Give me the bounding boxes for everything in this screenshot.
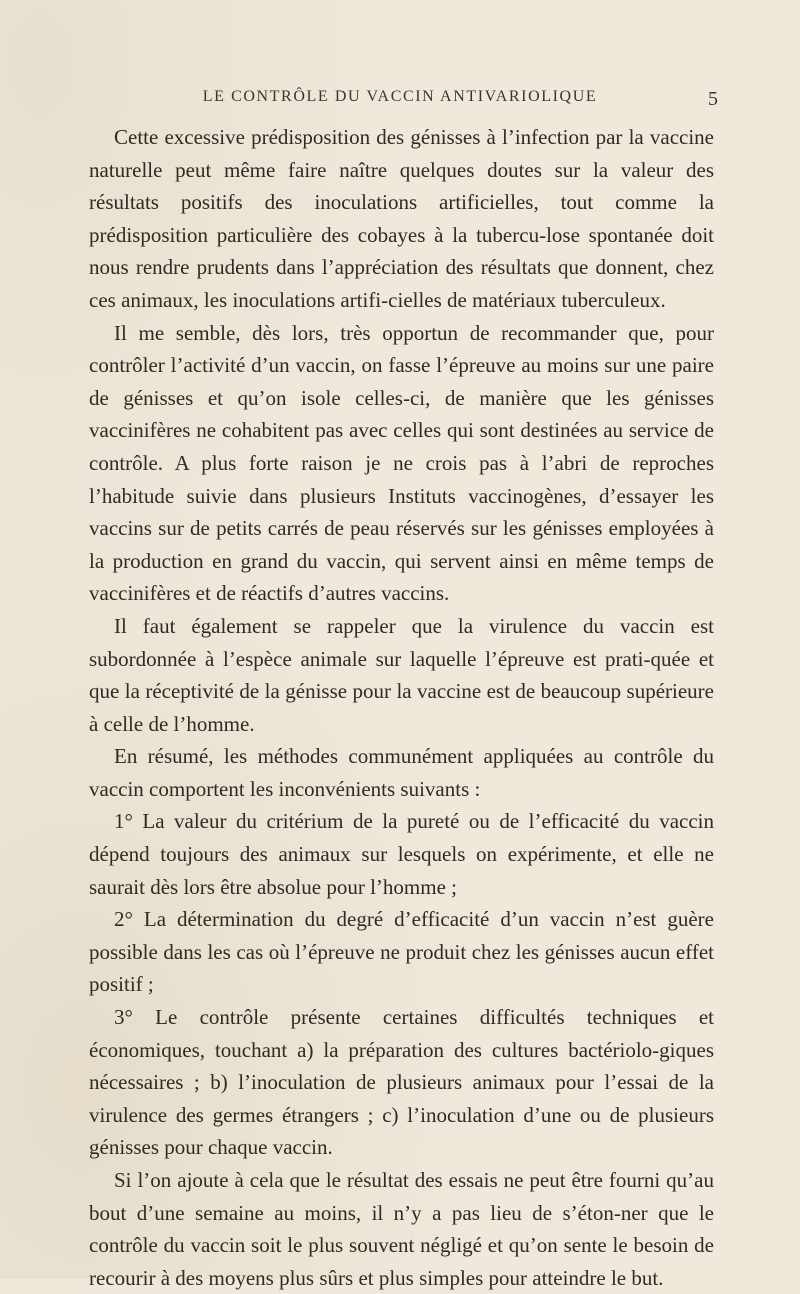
paragraph: Cette excessive prédisposition des génisses à l’infection par la vaccine naturelle peut même faire naître quelques doutes sur la valeur des résultats positifs des inoculations artificielles, tout comme la prédisposition particulière des cobayes à la tubercu-lose spontanée doit nous rendre prudents dans l’appréciation des résultats que donnent, chez ces animaux, les inoculations artifi-cielles de matériaux tuberculeux.	[89, 125, 714, 312]
list-item: 2° La détermination du degré d’efficacité d’un vaccin n’est guère possible dans les cas où l’épreuve ne produit chez les génisses aucun effet positif ;	[89, 907, 714, 997]
paragraph: Il me semble, dès lors, très opportun de recommander que, pour contrôler l’activité d’un vaccin, on fasse l’épreuve au moins sur une paire de génisses et qu’on isole celles-ci, de manière que les génisses vaccinifères ne cohabitent pas avec celles qui sont destinées au service de contrôle. A plus forte raison je ne crois pas à l’abri de reproches l’habitude suivie dans plusieurs Instituts vaccinogènes, d’essayer les vaccins sur de petits carrés de peau réservés sur les génisses employées à la production en grand du vaccin, qui servent ainsi en même temps de vaccinifères et de réactifs d’autres vaccins.	[89, 320, 714, 606]
page-number: 5	[708, 88, 718, 110]
running-title: LE CONTRÔLE DU VACCIN ANTIVARIOLIQUE	[202, 88, 598, 105]
paragraph: Si l’on ajoute à cela que le résultat des essais ne peut être fourni qu’au bout d’une semaine au moins, il n’y a pas lieu de s’éton-ner que le contrôle du vaccin soit le plus souvent négligé et qu’on sente le besoin de recourir à des moyens plus sûrs et plus simples pour atteindre le but.	[89, 1168, 714, 1290]
list-item: 1° La valeur du critérium de la pureté ou de l’efficacité du vaccin dépend toujours des animaux sur lesquels on expérimente, et elle ne saurait dès lors être absolue pour l’homme ;	[89, 809, 714, 899]
page-header	[0, 88, 800, 114]
list-item: 3° Le contrôle présente certaines difficultés techniques et économiques, touchant a) la préparation des cultures bactériolo-giques nécessaires ; b) l’inoculation de plusieurs animaux pour l’essai de la virulence des germes étrangers ; c) l’inoculation d’une ou de plusieurs génisses pour chaque vaccin.	[89, 1005, 714, 1160]
paragraph: Il faut également se rappeler que la virulence du vaccin est subordonnée à l’espèce animale sur laquelle l’épreuve est prati-quée et que la réceptivité de la génisse pour la vaccine est de beaucoup supérieure à celle de l’homme.	[89, 613, 714, 736]
paragraph: En résumé, les méthodes communément appliquées au contrôle du vaccin comportent les inconvénients suivants :	[89, 744, 714, 801]
body-text	[89, 121, 714, 1294]
